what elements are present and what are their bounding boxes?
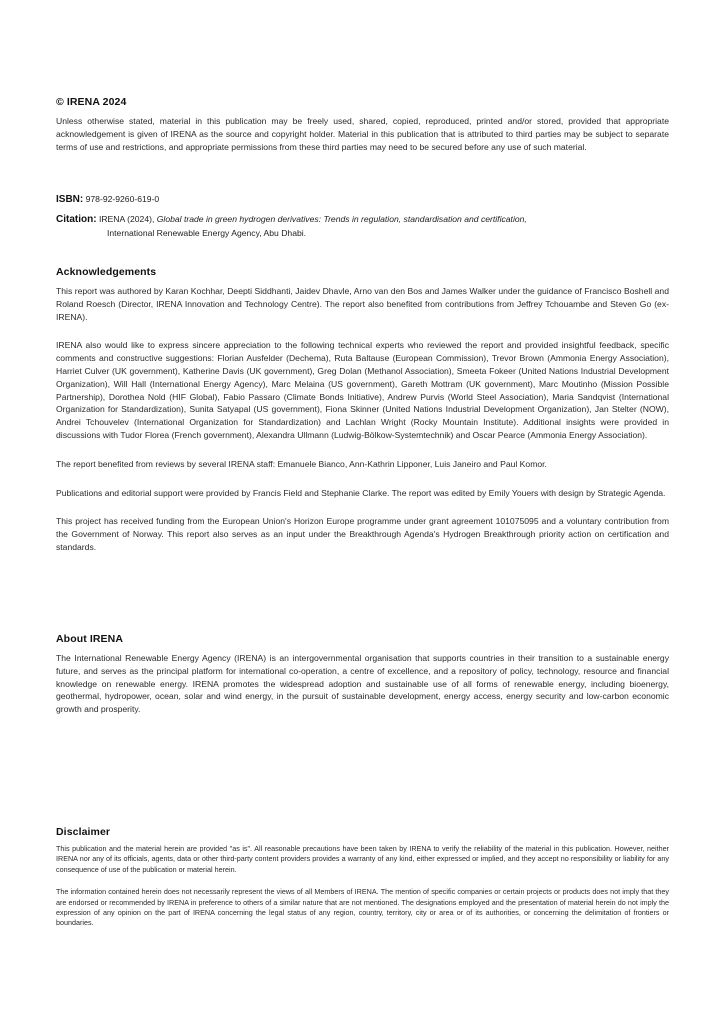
isbn-label: ISBN: [56, 194, 84, 205]
acknowledgements-paragraph: This project has received funding from the European Union's Horizon Europe programme under grant agreement 101075095 and a voluntary contribution from the Government of Norway. This report also serves as an input under the Breakthrough Agenda's Hydrogen Breakthrough priority action on certification and standards. [56, 516, 669, 552]
isbn-line [56, 194, 669, 205]
about-text: The International Renewable Energy Agency (IRENA) is an intergovernmental organisation that supports countries in their transition to a sustainable energy future, and serves as the principal platform for international co-operation, a centre of excellence, and a repository of policy, technology, resource and financial knowledge on renewable energy. IRENA promotes the widespread adoption and sustainable use of all forms of renewable energy, including bioenergy, geothermal, hydropower, ocean, solar and wind energy, in the pursuit of sustainable development, energy access, energy security and low-carbon economic growth and prosperity. [56, 653, 669, 715]
acknowledgements-paragraph: IRENA also would like to express sincere appreciation to the following technical experts who reviewed the report and provided insightful feedback, specific comments and constructive suggestions: Florian Ausfelder (Dechema), Ruta Baltause (European Commission), Trevor Brown (Ammonia Energy Association), Harriet Culver (UK government), Katherine Davis (UK government), Greg Dolan (Methanol Association), Smeeta Fokeer (United Nations Industrial Development Organization), Will Hall (International Energy Agency), Marc Melaina (US government), Gareth Mottram (UK government), Marc Moutinho (Mission Possible Partnership), Dorothea Nold (HIF Global), Fabio Passaro (Climate Bonds Initiative), Andrew Purvis (World Steel Association), Maria Sandqvist (International Organization for Standardization), Sunita Satyapal (US government), Fiona Skinner (United Nations Industrial Development Organization), Jan Stelter (NOW), Andrei Tchouvelev (International Organization for Standardization) and Lachlan Wright (Rocky Mountain Institute). Additional insights were provided in discussions with Tudor Florea (French government), Alexandra Ullmann (Ludwig-Bölkow-Systemtechnik) and Oscar Pearce (Ammonia Energy Association). [56, 340, 669, 440]
isbn-value: 978-92-9260-619-0 [85, 194, 160, 204]
disclaimer-section [56, 826, 669, 929]
acknowledgements-paragraph: The report benefited from reviews by several IRENA staff: Emanuele Bianco, Ann-Kathrin Lipponer, Luis Janeiro and Paul Komor. [56, 458, 547, 469]
disclaimer-paragraph: The information contained herein does not necessarily represent the views of all Members of IRENA. The mention of specific companies or certain projects or products does not imply that they are endorsed or recommended by IRENA in preference to others of a similar nature that are not mentioned. The designations employed and the presentation of material herein do not imply the expression of any opinion on the part of IRENA concerning the legal status of any region, country, territory, city or area or of its authorities, or concerning the delimitation of frontiers or boundaries. [56, 887, 669, 928]
copyright-heading: © IRENA 2024 [56, 96, 127, 108]
acknowledgements-section [56, 266, 669, 554]
about-section [56, 633, 669, 716]
copyright-text: Unless otherwise stated, material in this publication may be freely used, shared, copied, reproduced, printed and/or stored, provided that appropriate acknowledgement is given of IRENA as the source and copyright holder. Material in this publication that is attributed to third parties may be subject to separate terms of use and restrictions, and appropriate permissions from these third parties may need to be secured before any use of such material. [56, 116, 669, 152]
disclaimer-paragraph: This publication and the material herein are provided "as is". All reasonable precautions have been taken by IRENA to verify the reliability of the material in this publication. However, neither IRENA nor any of its officials, agents, data or other third-party content providers provides a warranty of any kind, either expressed or implied, and they accept no responsibility or liability for any consequence of use of the publication or material herein. [56, 844, 669, 874]
citation-prefix: IRENA (2024), [98, 214, 155, 224]
disclaimer-heading: Disclaimer [56, 826, 111, 838]
citation-title: Global trade in green hydrogen derivatives: Trends in regulation, standardisation and certification, [156, 214, 527, 224]
citation-label: Citation: [56, 214, 97, 225]
citation-suffix: International Renewable Energy Agency, Abu Dhabi. [107, 227, 307, 238]
acknowledgements-heading: Acknowledgements [56, 266, 157, 278]
citation-block [56, 213, 669, 240]
acknowledgements-paragraph: This report was authored by Karan Kochhar, Deepti Siddhanti, Jaidev Dhavle, Arno van den Bos and James Walker under the guidance of Francisco Boshell and Roland Roesch (Director, IRENA Innovation and Technology Centre). The report also benefited from contributions from Jeffrey Tchouambe and Steven Go (ex-IRENA). [56, 286, 669, 322]
copyright-section [56, 96, 669, 153]
about-heading: About IRENA [56, 633, 124, 645]
acknowledgements-paragraph: Publications and editorial support were provided by Francis Field and Stephanie Clarke. The report was edited by Emily Youers with design by Strategic Agenda. [56, 487, 666, 498]
